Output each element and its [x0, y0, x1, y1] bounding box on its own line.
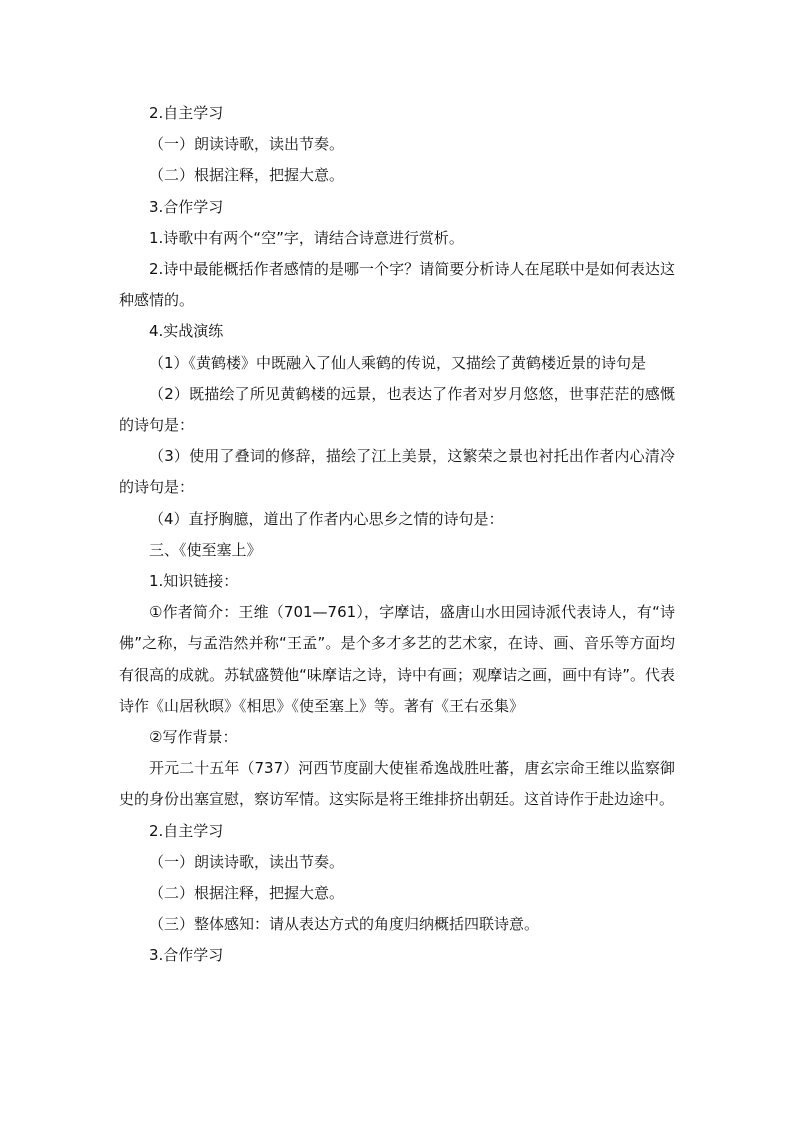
heading-knowledge-link: 1.知识链接：	[149, 572, 239, 591]
practice-item: （2）既描绘了所见黄鹤楼的远景，也表达了作者对岁月悠悠，世事茫茫的感慨的诗句是：	[119, 384, 675, 435]
list-item: （一）朗读诗歌，读出节奏。	[149, 852, 345, 871]
heading-cooperative-study: 3.合作学习	[149, 197, 224, 216]
heading-practice: 4.实战演练	[149, 322, 224, 341]
section-title: 三、《使至塞上》	[149, 540, 262, 559]
heading-cooperative-study: 3.合作学习	[149, 946, 224, 965]
document-body	[119, 98, 675, 972]
question-item: 1.诗歌中有两个“空”字，请结合诗意进行赏析。	[149, 228, 464, 247]
author-intro-paragraph: ①作者简介：王维（701—761），字摩诘，盛唐山水田园诗派代表诗人，有“诗佛”之称，与孟浩然并称“王孟”。是个多才多艺的艺术家，在诗、画、音乐等方面均有很高的成就。苏轼盛赞他“味摩诘之诗，诗中有画；观摩诘之画，画中有诗”。代表诗作《山居秋暝》《相思》《使至塞上》等。著有《王右丞集》	[119, 603, 675, 715]
background-paragraph: 开元二十五年（737）河西节度副大使崔希逸战胜吐蕃，唐玄宗命王维以监察御史的身份出塞宣慰，察访军情。这实际是将王维排挤出朝廷。这首诗作于赴边途中。	[119, 759, 675, 809]
practice-item: （3）使用了叠词的修辞，描绘了江上美景，这繁荣之景也衬托出作者内心清冷的诗句是：	[119, 447, 675, 497]
heading-self-study: 2.自主学习	[149, 104, 224, 122]
practice-item: （4）直抒胸臆，道出了作者内心思乡之情的诗句是：	[149, 509, 504, 528]
heading-self-study: 2.自主学习	[149, 821, 224, 840]
list-item: （二）根据注释，把握大意。	[149, 166, 345, 185]
practice-item: （1）《黄鹤楼》中既融入了仙人乘鹤的传说，又描绘了黄鹤楼近景的诗句是	[149, 353, 647, 372]
list-item: （二）根据注释，把握大意。	[149, 884, 345, 903]
heading-background: ②写作背景：	[149, 728, 238, 747]
list-item: （一）朗读诗歌，读出节奏。	[149, 135, 345, 154]
question-item: 2.诗中最能概括作者感情的是哪一个字？请简要分析诗人在尾联中是如何表达这种感情的。	[119, 260, 675, 310]
list-item: （三）整体感知：请从表达方式的角度归纳概括四联诗意。	[149, 915, 540, 934]
